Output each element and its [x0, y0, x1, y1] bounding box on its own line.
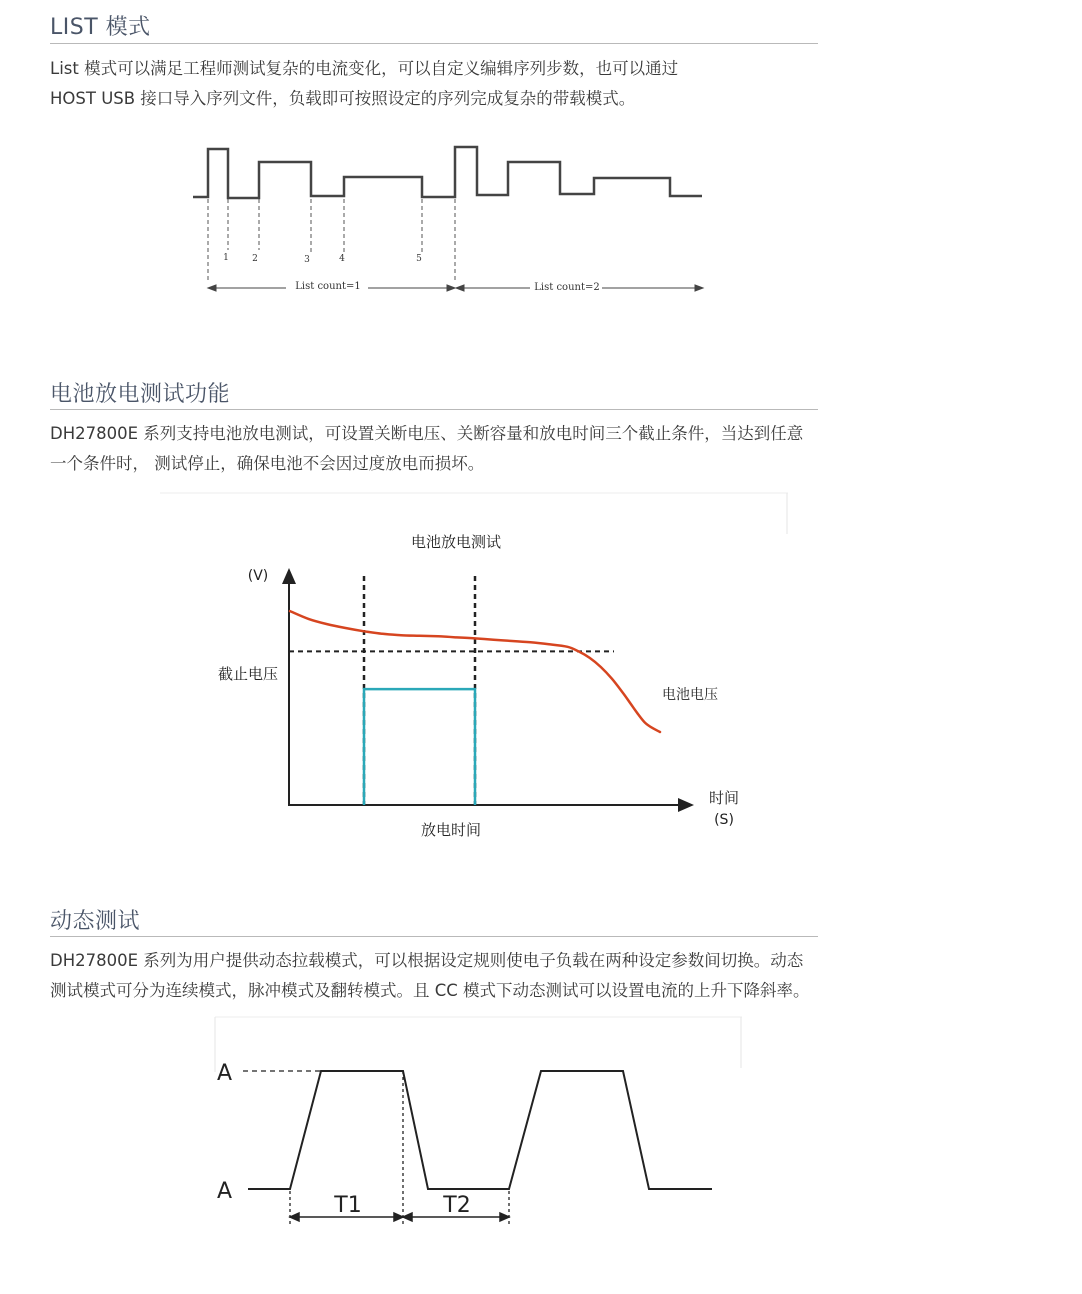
- battery-voltage-label: 电池电压: [662, 687, 718, 703]
- step-label-3: 3: [304, 255, 310, 265]
- battery-section-divider: [50, 409, 818, 410]
- discharge-time-window: [364, 689, 475, 805]
- step-label-1: 1: [223, 253, 229, 263]
- t2-arrowhead-left: [403, 1213, 412, 1221]
- low-level-label: A: [217, 1179, 233, 1204]
- cutoff-voltage-label: 截止电压: [217, 665, 278, 683]
- battery-description-line-1: DH27800E 系列支持电池放电测试，可设置关断电压、关断容量和放电时间三个截止条件，当达到任意: [50, 424, 804, 443]
- battery-discharge-chart: [0, 480, 1082, 860]
- dynamic-section-title: 动态测试: [50, 909, 141, 934]
- count1-arrowhead-right: [447, 285, 455, 291]
- list-description-line-2: HOST USB 接口导入序列文件，负载即可按照设定的序列完成复杂的带载模式。: [50, 89, 636, 108]
- dynamic-waveform: [248, 1071, 712, 1189]
- x-axis-label-unit: (S): [714, 812, 734, 828]
- t1-arrowhead-left: [290, 1213, 299, 1221]
- x-axis-label-time: 时间: [708, 789, 740, 807]
- high-level-label: A: [217, 1061, 233, 1086]
- count1-arrowhead-left: [208, 285, 216, 291]
- battery-section-description: [50, 419, 803, 479]
- dynamic-description-line-2: 测试模式可分为连续模式，脉冲模式及翻转模式。且 CC 模式下动态测试可以设置电流的上升下降斜率。: [50, 981, 810, 1000]
- list-section-title: LIST 模式: [50, 15, 151, 40]
- count2-arrowhead-left: [456, 285, 464, 291]
- step-label-5: 5: [416, 254, 422, 264]
- t2-label: T2: [443, 1193, 471, 1218]
- t1-label: T1: [334, 1193, 362, 1218]
- step-label-4: 4: [339, 254, 345, 264]
- dynamic-test-diagram: [0, 1010, 1082, 1240]
- y-axis-arrowhead: [282, 568, 296, 584]
- t2-arrowhead-right: [500, 1213, 509, 1221]
- y-axis-label: (V): [247, 568, 269, 584]
- x-axis-arrowhead: [678, 798, 694, 812]
- step-label-2: 2: [252, 254, 258, 264]
- battery-description-line-2: 一个条件时， 测试停止，确保电池不会因过度放电而损坏。: [50, 454, 485, 473]
- list-count-2-label: List count=2: [534, 282, 600, 293]
- dynamic-section-description: [50, 946, 810, 1006]
- dynamic-section-divider: [50, 936, 818, 937]
- list-waveform: [193, 147, 702, 198]
- chart-title: 电池放电测试: [410, 533, 502, 551]
- discharge-time-label: 放电时间: [420, 821, 482, 839]
- list-sequence-diagram: [0, 0, 1082, 310]
- dynamic-description-line-1: DH27800E 系列为用户提供动态拉载模式，可以根据设定规则使电子负载在两种设定参数间切换。动态: [50, 951, 804, 970]
- list-count-1-label: List count=1: [295, 281, 361, 292]
- list-description-line-1: List 模式可以满足工程师测试复杂的电流变化，可以自定义编辑序列步数，也可以通过: [50, 59, 679, 78]
- count2-arrowhead-right: [695, 285, 703, 291]
- battery-section-title: 电池放电测试功能: [50, 382, 231, 407]
